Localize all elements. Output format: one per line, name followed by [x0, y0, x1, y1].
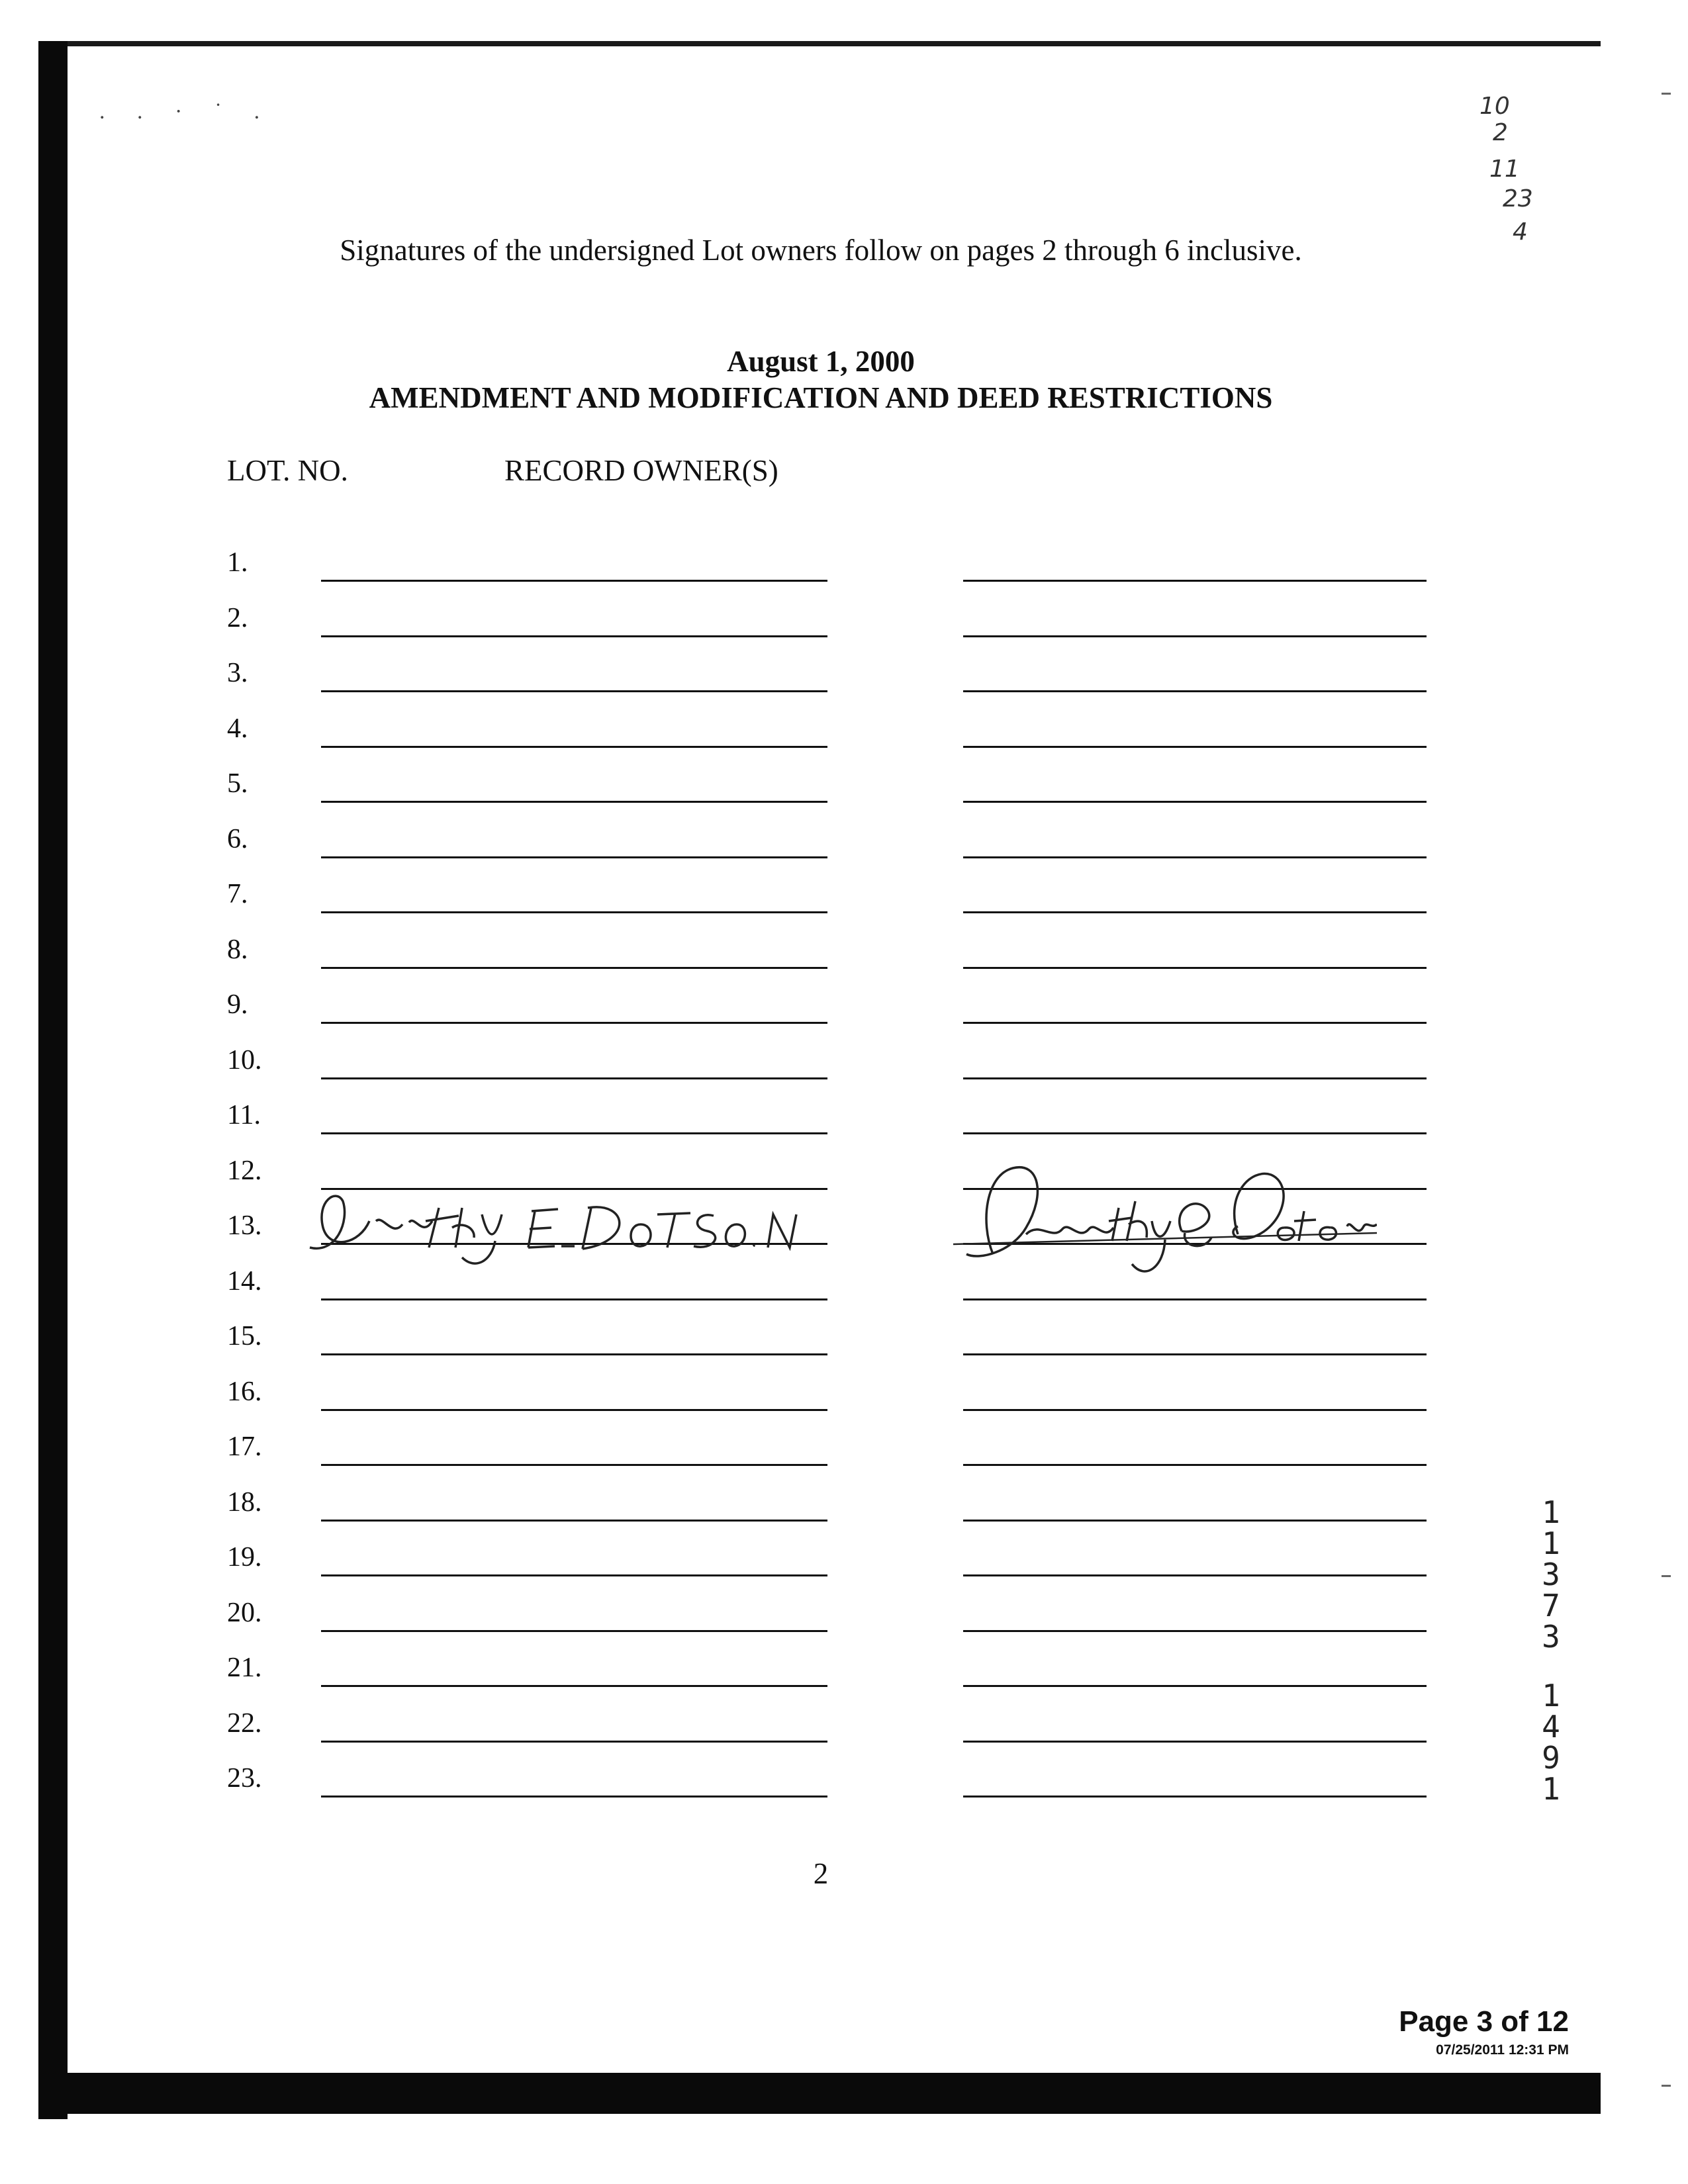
lot-number: 23.: [227, 1763, 262, 1794]
side-stamp-number: [1534, 1494, 1568, 1807]
lot-13-signature: [953, 1155, 1377, 1287]
lot-number: 21.: [227, 1653, 262, 1683]
handwritten-note: 2: [1493, 119, 1508, 146]
lot-row: [0, 1315, 1589, 1355]
lot-row: [0, 983, 1589, 1023]
record-owners-column-header: RECORD OWNER(S): [504, 454, 778, 487]
lot-number-column-header: LOT. NO.: [227, 454, 348, 487]
printed-name-line[interactable]: [321, 1796, 827, 1797]
footer-page-count: Page 3 of 12: [1399, 2005, 1569, 2038]
document-date: August 1, 2000: [727, 345, 915, 378]
lot-number: 7.: [227, 879, 248, 909]
stamp-digit: 9: [1542, 1740, 1560, 1776]
lot-number: 13.: [227, 1210, 262, 1241]
lot-row: [0, 652, 1589, 692]
printed-name-line[interactable]: [321, 967, 827, 969]
signature-line[interactable]: [963, 1685, 1427, 1687]
document-title: AMENDMENT AND MODIFICATION AND DEED RESTRICTIONS: [369, 381, 1273, 414]
signature-line[interactable]: [963, 1796, 1427, 1797]
printed-name-line[interactable]: [321, 746, 827, 748]
signature-line[interactable]: [963, 911, 1427, 913]
signature-line[interactable]: [963, 1741, 1427, 1743]
stamp-digit: 4: [1542, 1709, 1560, 1745]
printed-name-line[interactable]: [321, 580, 827, 582]
handwritten-printed-name: [297, 1175, 813, 1274]
lot-number: 14.: [227, 1265, 262, 1297]
lot-number: 12.: [227, 1155, 262, 1186]
handwritten-note: 10: [1479, 93, 1510, 120]
printed-name-line[interactable]: [321, 1574, 827, 1576]
printed-name-line[interactable]: [321, 1077, 827, 1079]
signature-line[interactable]: [963, 580, 1427, 582]
scan-border-bottom: [38, 2073, 1601, 2114]
stamp-digit: 3: [1542, 1557, 1560, 1592]
lot-row: [0, 929, 1589, 968]
printed-name-line[interactable]: [321, 1409, 827, 1411]
printed-name-line[interactable]: [321, 856, 827, 858]
printed-name-line[interactable]: [321, 1132, 827, 1134]
printed-name-line[interactable]: [321, 1520, 827, 1522]
lot-number: 15.: [227, 1321, 262, 1351]
printed-name-line[interactable]: [321, 801, 827, 803]
stamp-digit: 3: [1542, 1619, 1560, 1655]
signature-line[interactable]: [963, 967, 1427, 969]
lot-row: [0, 541, 1589, 581]
lot-number: 11.: [227, 1100, 261, 1130]
printed-name-line[interactable]: [321, 690, 827, 692]
printed-name-line[interactable]: [321, 1630, 827, 1632]
signature-line[interactable]: [963, 746, 1427, 748]
lot-row: [0, 818, 1589, 858]
stamp-digit: 1: [1542, 1678, 1560, 1713]
signature-line[interactable]: [963, 801, 1427, 803]
printed-name-line[interactable]: [321, 635, 827, 637]
scan-border-top: [38, 41, 1601, 46]
handwritten-note: 23: [1503, 185, 1533, 212]
lot-row: [0, 597, 1589, 637]
signature-line[interactable]: [963, 1132, 1427, 1134]
signature-line[interactable]: [963, 1022, 1427, 1024]
handwritten-signature: [953, 1155, 1377, 1287]
lot-row: [0, 1481, 1589, 1521]
signature-line[interactable]: [963, 1464, 1427, 1466]
lot-number: 18.: [227, 1486, 262, 1518]
printed-name-line[interactable]: [321, 1353, 827, 1355]
stamp-digit: 1: [1542, 1494, 1560, 1530]
lot-row: [0, 873, 1589, 913]
printed-name-line[interactable]: [321, 1464, 827, 1466]
lot-row: [0, 1588, 1589, 1631]
stamp-gap: [1534, 1653, 1568, 1680]
printed-name-line[interactable]: [321, 911, 827, 913]
lot-row: [0, 1039, 1589, 1079]
lot-row: [0, 1702, 1589, 1745]
handwritten-note: 11: [1489, 156, 1520, 183]
lot-row: [0, 1094, 1589, 1134]
handwritten-note: 4: [1513, 218, 1528, 246]
stamp-digit: 1: [1542, 1771, 1560, 1807]
lot-row: [0, 1647, 1589, 1686]
lot-row: [0, 762, 1589, 802]
lot-number: 19.: [227, 1542, 262, 1572]
lot-13-printed-name: [297, 1175, 813, 1274]
lot-number: 8.: [227, 934, 248, 965]
footer-timestamp: 07/25/2011 12:31 PM: [1436, 2042, 1569, 2058]
lot-number: 5.: [227, 768, 248, 799]
intro-text: Signatures of the undersigned Lot owners follow on pages 2 through 6 inclusive.: [340, 234, 1302, 267]
signature-line[interactable]: [963, 690, 1427, 692]
scan-speckle: . . · ˙ .: [99, 99, 273, 124]
lot-number: 1.: [227, 547, 248, 578]
stamp-digit: 1: [1542, 1525, 1560, 1561]
stamp-digit: 7: [1542, 1588, 1560, 1623]
lot-row: [0, 1757, 1589, 1797]
lot-row: [0, 1536, 1589, 1576]
scan-tick-mark: [1662, 2085, 1671, 2087]
lot-row: [0, 1371, 1589, 1410]
printed-name-line[interactable]: [321, 1022, 827, 1024]
page-number: 2: [813, 1857, 829, 1890]
lot-number: 10.: [227, 1044, 262, 1075]
lot-row: [0, 707, 1589, 747]
printed-name-line[interactable]: [321, 1741, 827, 1743]
printed-name-line[interactable]: [321, 1685, 827, 1687]
signature-line[interactable]: [963, 635, 1427, 637]
scan-tick-mark: [1662, 93, 1671, 95]
lot-number: 2.: [227, 602, 248, 633]
scan-tick-mark: [1662, 1575, 1671, 1577]
lot-row: [0, 1426, 1589, 1465]
signature-line[interactable]: [963, 1630, 1427, 1632]
lot-number: 20.: [227, 1597, 262, 1628]
lot-number: 9.: [227, 989, 248, 1020]
signature-line[interactable]: [963, 856, 1427, 858]
signature-line[interactable]: [963, 1077, 1427, 1079]
lot-number: 16.: [227, 1376, 262, 1407]
signature-line[interactable]: [963, 1574, 1427, 1576]
lot-number: 17.: [227, 1432, 262, 1462]
signature-line[interactable]: [963, 1520, 1427, 1522]
lot-number: 6.: [227, 823, 248, 854]
signature-line[interactable]: [963, 1409, 1427, 1411]
lot-number: 3.: [227, 658, 248, 688]
signature-line[interactable]: [963, 1298, 1427, 1300]
printed-name-line[interactable]: [321, 1298, 827, 1300]
signature-line[interactable]: [963, 1353, 1427, 1355]
lot-number: 22.: [227, 1707, 262, 1739]
lot-number: 4.: [227, 713, 248, 744]
